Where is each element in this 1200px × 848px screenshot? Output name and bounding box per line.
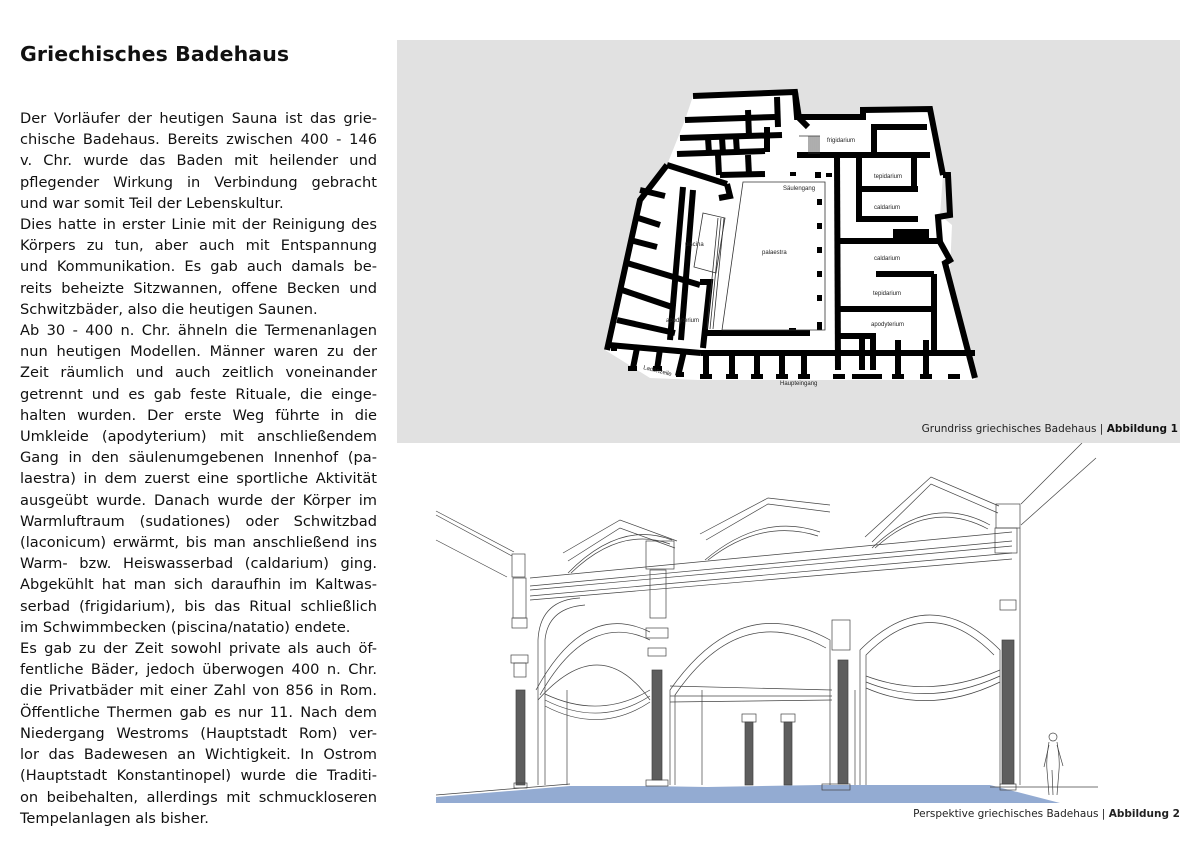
text-line: (Hauptstadt Konstantinopel) wurde die Traditi- xyxy=(20,767,377,785)
label-piscina: piscina xyxy=(685,242,704,248)
beam-left-bottom xyxy=(436,540,507,577)
column-small-2 xyxy=(781,714,795,785)
beam-right-bottom xyxy=(1021,458,1096,525)
arch-left-edge xyxy=(538,598,580,785)
text-line: chische Badehaus. Bereits zwischen 400 - 146 xyxy=(20,131,377,149)
text-line: Zeit räumlich und auch zeitlich voneinander xyxy=(20,364,377,382)
column-1 xyxy=(511,578,528,788)
floor-plane xyxy=(436,785,1060,803)
text-line: Gang in den säulenumgebenen Innenhof (pa- xyxy=(20,449,377,467)
pier-top-3 xyxy=(996,504,1020,528)
text-line: serbad (frigidarium), bis das Ritual schließlich xyxy=(20,597,377,615)
label-palaestra: palaestra xyxy=(762,250,787,256)
text-line: Warmluftraum (sudationes) oder Schwitzbad xyxy=(20,512,377,530)
molding-2 xyxy=(670,686,832,690)
perspective-drawing xyxy=(397,443,1180,808)
body-text xyxy=(20,108,377,829)
label-tepidarium-top: tepidarium xyxy=(874,174,903,180)
molding-1 xyxy=(545,690,650,706)
label-apodyterium-left: apodyterium xyxy=(666,318,700,324)
column-4 xyxy=(995,528,1017,790)
text-line: reits beheizte Sitzwannen, offene Becken und xyxy=(20,279,377,297)
text-line: Warm- bzw. Heiswasserbad (caldarium) ging. xyxy=(20,555,377,573)
text-line: pflegender Wirkung in Verbindung gebracht xyxy=(20,173,377,191)
pediment-3 xyxy=(865,477,999,537)
label-frigidarium: frigidarium xyxy=(827,138,856,144)
text-line: getrennt und es gab feste Rituale, die einge- xyxy=(20,385,377,403)
label-caldarium-bottom: caldarium xyxy=(874,256,901,262)
figure-1-caption-number: Abbildung 1 xyxy=(1106,423,1178,435)
text-line: und Kommunikation. Es gab auch damals be- xyxy=(20,258,377,276)
text-line: on beibehalten, allerdings mit schmuckloseren xyxy=(20,788,377,806)
figure-1-caption xyxy=(922,423,1178,435)
label-ladenzeile: Ladenzeile xyxy=(642,365,673,378)
text-line: Tempelanlagen als bisher. xyxy=(20,809,209,827)
text-line: Umkleide (apodyterium) mit anschließendem xyxy=(20,428,377,446)
floor-plan-drawing xyxy=(397,40,1180,443)
paragraph xyxy=(20,214,377,320)
label-apodyterium-right: apodyterium xyxy=(871,322,905,328)
label-saeulengang: Säulengang xyxy=(783,186,816,192)
beam-right-top xyxy=(1021,443,1082,504)
text-line: die Privatbäder mit einer Zahl von 856 in Rom. xyxy=(20,682,377,700)
lunette-2 xyxy=(705,526,820,560)
text-line: Dies hatte in erster Linie mit der Reinigung des xyxy=(20,216,377,234)
text-line: laestra) in dem zuerst eine sportliche Aktivität xyxy=(20,470,377,488)
text-line: halten wurden. Der erste Weg führte in die xyxy=(20,406,377,424)
floor-plan-figure xyxy=(397,40,1180,443)
column-2 xyxy=(646,570,668,786)
figure-2-caption-text: Perspektive griechisches Badehaus | xyxy=(913,808,1109,820)
text-line: (laconicum) erwärmt, bis man anschließend ins xyxy=(20,534,377,552)
text-line: und war somit Teil der Lebenskultur. xyxy=(20,194,284,212)
label-haupteingang: Haupteingang xyxy=(780,381,818,387)
arch-3 xyxy=(860,615,1000,785)
page-title: Griechisches Badehaus xyxy=(20,42,290,66)
text-line: fentliche Bäder, jedoch überwogen 400 n. Chr. xyxy=(20,661,377,679)
label-caldarium-top: caldarium xyxy=(874,205,901,211)
text-line: v. Chr. wurde das Baden mit heilender und xyxy=(20,152,377,170)
text-line: Der Vorläufer der heutigen Sauna ist das grie- xyxy=(20,110,377,127)
text-line: Körpers zu tun, aber auch mit Entspannung xyxy=(20,237,377,255)
text-line: lor das Badewesen an Wichtigkeit. In Ostrom xyxy=(20,746,377,764)
figure-1-caption-text: Grundriss griechisches Badehaus | xyxy=(921,423,1107,435)
paragraph xyxy=(20,638,377,829)
text-line: Abgekühlt hat man sich daraufhin im Kaltwas- xyxy=(20,576,377,594)
text-line: Ab 30 - 400 n. Chr. ähneln die Termenanlagen xyxy=(20,322,377,340)
label-tepidarium-bottom: tepidarium xyxy=(873,291,902,297)
paragraph xyxy=(20,108,377,214)
pier-top-1 xyxy=(512,554,525,577)
human-scale-figure xyxy=(1044,733,1063,795)
paragraph xyxy=(20,320,377,638)
text-line: Schwitzbäder, also die heutigen Saunen. xyxy=(20,300,318,318)
text-line: Es gab zu der Zeit sowohl private als auch öf- xyxy=(20,640,377,658)
text-line: Öffentliche Thermen gab es nur 11. Nach dem xyxy=(20,703,377,721)
figure-2-caption-number: Abbildung 2 xyxy=(1108,808,1180,820)
column-3 xyxy=(822,620,850,790)
text-line: ausgeübt wurde. Danach wurde der Körper im xyxy=(20,491,377,509)
column-small-1 xyxy=(742,714,756,785)
text-line: nun heutigen Modellen. Männer waren zu der xyxy=(20,343,377,361)
text-line: Niedergang Westroms (Hauptstadt Rom) ver- xyxy=(20,724,377,742)
perspective-figure xyxy=(397,443,1180,808)
figure-2-caption xyxy=(913,808,1180,820)
text-line: im Schwimmbecken (piscina/natatio) endete. xyxy=(20,618,351,636)
